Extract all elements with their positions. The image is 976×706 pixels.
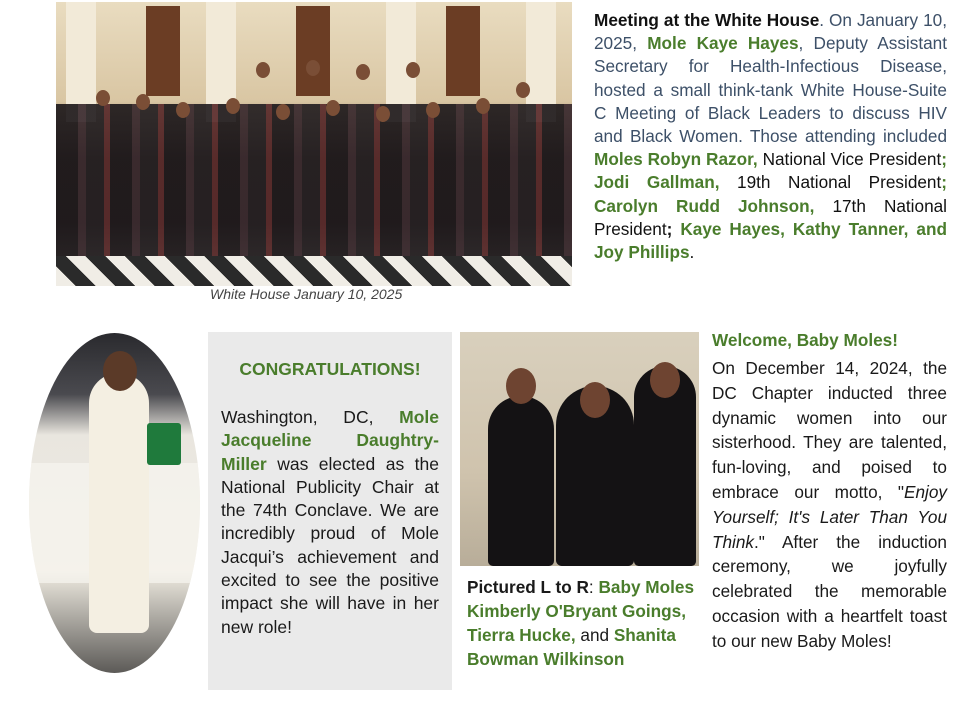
person-name: Mole Jacqueline Daughtry-Miller — [221, 407, 439, 474]
white-house-article — [594, 9, 947, 264]
baby-moles-photo — [460, 332, 699, 566]
semicolon: ; — [666, 218, 673, 239]
article-text: ." After the induction ceremony, we joyfully celebrated the memorable occasion with a heartfelt toast to our new Baby Moles! — [712, 531, 947, 651]
semicolon: ; — [941, 172, 947, 193]
article-text: National Vice President — [757, 149, 942, 170]
group-photo-white-house — [56, 2, 572, 286]
person-names: Baby Moles Kimberly O'Bryant Goings, Tierra Hucke, — [467, 577, 694, 645]
person-name: Kaye Hayes, Kathy Tanner, and Joy Phillips — [594, 218, 947, 263]
semicolon: ; — [941, 149, 947, 170]
article-title: Meeting at the White House — [594, 10, 820, 30]
baby-moles-caption — [467, 575, 699, 671]
person-name: Jodi Gallman, — [594, 172, 720, 193]
article-text: 19th National President — [719, 172, 942, 193]
article-text: , Deputy Assistant Secretary for Health-Infectious Disease, hosted a small think-tank White House-Suite C Meeting of Black Leaders to discuss HIV and Black Women. Those attending included — [594, 33, 947, 147]
congratulations-text — [221, 406, 439, 639]
caption-text: : — [588, 577, 599, 597]
congratulations-heading: CONGRATULATIONS! — [239, 359, 421, 379]
article-text: . On January 10, 2025, — [594, 10, 947, 54]
person-name: Carolyn Rudd Johnson, — [594, 195, 815, 216]
person-name: Shanita Bowman Wilkinson — [467, 625, 676, 669]
article-text: . — [689, 242, 695, 263]
person-name: Mole Kaye Hayes — [647, 33, 799, 54]
motto-text: Enjoy Yourself; It's Later Than You Think — [712, 481, 947, 552]
caption-label: Pictured L to R — [467, 577, 589, 597]
baby-moles-article — [712, 356, 947, 654]
caption-text: and — [575, 625, 614, 645]
congrats-text: was elected as the National Publicity Chair at the 74th Conclave. We are incredibly proud of Mole Jacqui’s achievement and excited to see the positive impact she will have in her new role! — [221, 453, 439, 637]
congrats-text: Washington, DC, — [221, 407, 400, 427]
oval-portrait-photo — [29, 333, 200, 673]
photo-caption: White House January 10, 2025 — [210, 286, 403, 302]
baby-moles-heading: Welcome, Baby Moles! — [712, 330, 898, 350]
person-name: Moles Robyn Razor, — [594, 149, 758, 170]
article-text: On December 14, 2024, the DC Chapter inducted three dynamic women into our sisterhood. They are talented, fun-loving, and poised to embrace our motto, " — [712, 358, 947, 502]
article-text: 17th National President — [594, 195, 947, 239]
